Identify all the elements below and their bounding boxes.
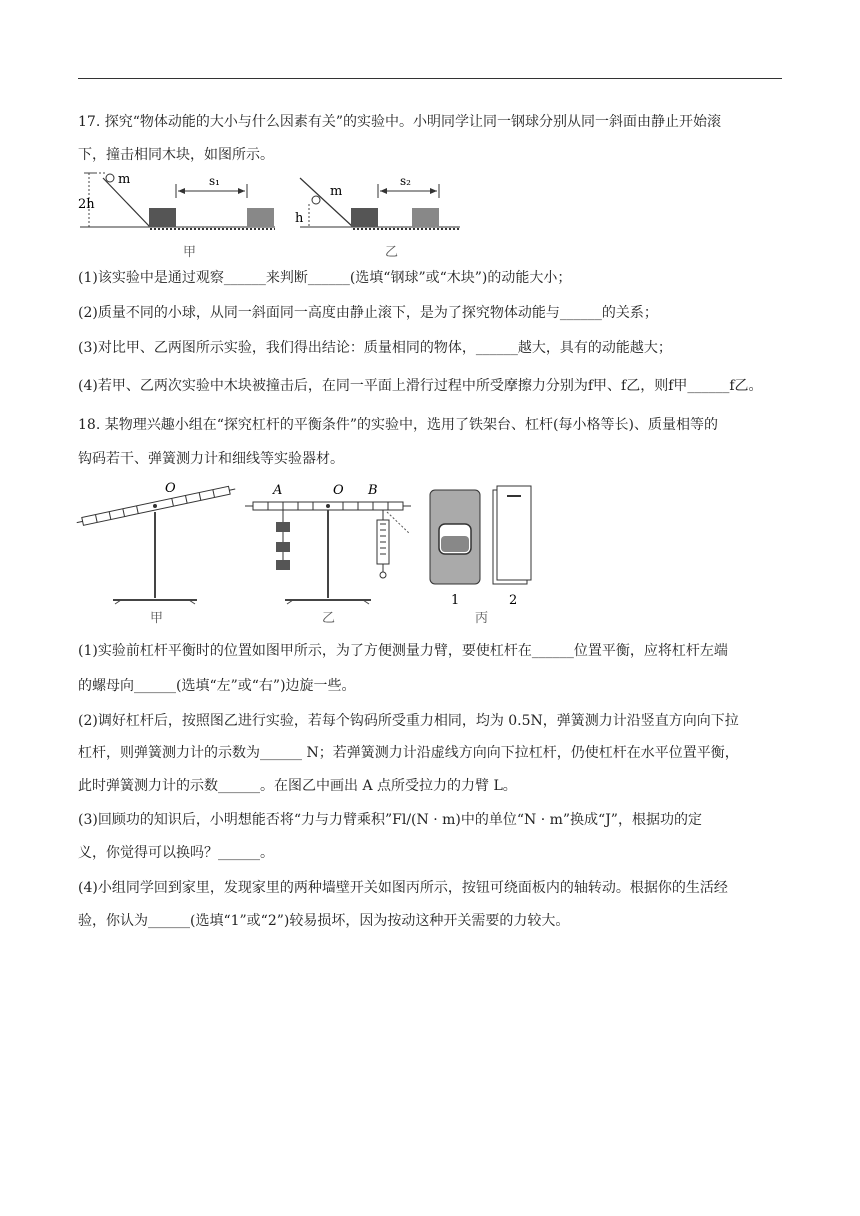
q17-jia-caption: 甲	[183, 245, 197, 260]
q18-yi-point-a: A	[273, 483, 283, 498]
q18-figure-yi	[245, 483, 411, 626]
q18-part-4-line-2: 验，你认为______(选填“1”或“2”)较易损坏，因为按动这种开关需要的力较大。	[78, 913, 570, 929]
q18-stem-line-1: 18. 某物理兴趣小组在“探究杠杆的平衡条件”的实验中，选用了铁架台、杠杆(每小格等长)、质量相等的	[78, 417, 718, 433]
q17-figure	[75, 170, 465, 260]
q18-part-1-line-1: (1)实验前杠杆平衡时的位置如图甲所示，为了方便测量力臂，要使杠杆在______位置平衡，应将杠杆左端	[78, 643, 728, 659]
q17-figure-jia	[78, 172, 275, 260]
q18-stem-line-2: 钩码若干、弹簧测力计和细线等实验器材。	[78, 451, 344, 467]
q17-yi-distance: s₂	[400, 174, 411, 188]
q17-yi-ball	[312, 196, 320, 204]
q17-yi-height: h	[295, 211, 304, 226]
q18-bing-caption: 丙	[475, 611, 489, 626]
q17-jia-distance: s₁	[209, 174, 220, 188]
q17-yi-caption: 乙	[385, 245, 399, 260]
q17-yi-block	[351, 208, 378, 227]
header-rule	[78, 78, 782, 79]
q18-part-1-line-2: 的螺母向______(选填“左”或“右”)边旋一些。	[78, 678, 356, 694]
q17-jia-ball-label: m	[118, 172, 131, 187]
q17-jia-block	[149, 208, 176, 227]
q18-part-3-line-2: 义，你觉得可以换吗？______。	[78, 845, 274, 861]
q17-stem-line-2: 下，撞击相同木块，如图所示。	[78, 147, 274, 163]
q18-figure	[75, 476, 545, 631]
q17-yi-ball-label: m	[330, 184, 343, 199]
q18-part-3-line-1: (3)回顾功的知识后，小明想能否将“力与力臂乘积”Fl/(N · m)中的单位“N · m”换成“J”，根据功的定	[78, 812, 702, 828]
q18-jia-pivot: O	[165, 481, 176, 496]
q17-stem-line-1: 17. 探究“物体动能的大小与什么因素有关”的实验中。小明同学让同一钢球分别从同一斜面由静止开始滚	[78, 114, 722, 130]
q17-figure-yi	[295, 174, 460, 260]
q18-bing-label-1: 1	[451, 593, 460, 608]
q17-part-3: (3)对比甲、乙两图所示实验，我们得出结论：质量相同的物体，______越大，具有的动能越大；	[78, 340, 672, 356]
q17-jia-block-moved	[247, 208, 274, 227]
q18-yi-point-b: B	[368, 483, 378, 498]
q18-bing-label-2: 2	[509, 593, 518, 608]
q17-jia-height: 2h	[78, 197, 95, 212]
q17-part-1: (1)该实验中是通过观察______来判断______(选填“钢球”或“木块”)的动能大小；	[78, 270, 572, 286]
q18-part-2-line-3: 此时弹簧测力计的示数______。在图乙中画出 A 点所受拉力的力臂 L。	[78, 778, 517, 794]
q18-jia-caption: 甲	[150, 611, 164, 626]
q18-part-4-line-1: (4)小组同学回到家里，发现家里的两种墙壁开关如图丙所示，按钮可绕面板内的轴转动。根据你的生活经	[78, 880, 728, 896]
q17-part-2: (2)质量不同的小球，从同一斜面同一高度由静止滚下，是为了探究物体动能与______的关系；	[78, 305, 658, 321]
q17-part-4: (4)若甲、乙两次实验中木块被撞击后，在同一平面上滑行过程中所受摩擦力分别为f甲、f乙，则f甲______f乙。	[78, 378, 763, 394]
q18-part-2-line-1: (2)调好杠杆后，按照图乙进行实验，若每个钩码所受重力相同，均为 0.5N，弹簧测力计沿竖直方向向下拉	[78, 713, 739, 729]
q17-yi-block-moved	[412, 208, 439, 227]
q18-yi-pivot: O	[333, 483, 344, 498]
q18-part-2-line-2: 杠杆，则弹簧测力计的示数为______ N；若弹簧测力计沿虚线方向向下拉杠杆，仍使杠杆在水平位置平衡，	[78, 745, 739, 761]
q18-figure-bing	[430, 486, 531, 626]
q18-figure-jia	[76, 481, 236, 626]
q17-jia-ball	[106, 174, 114, 182]
q18-yi-caption: 乙	[322, 611, 336, 626]
